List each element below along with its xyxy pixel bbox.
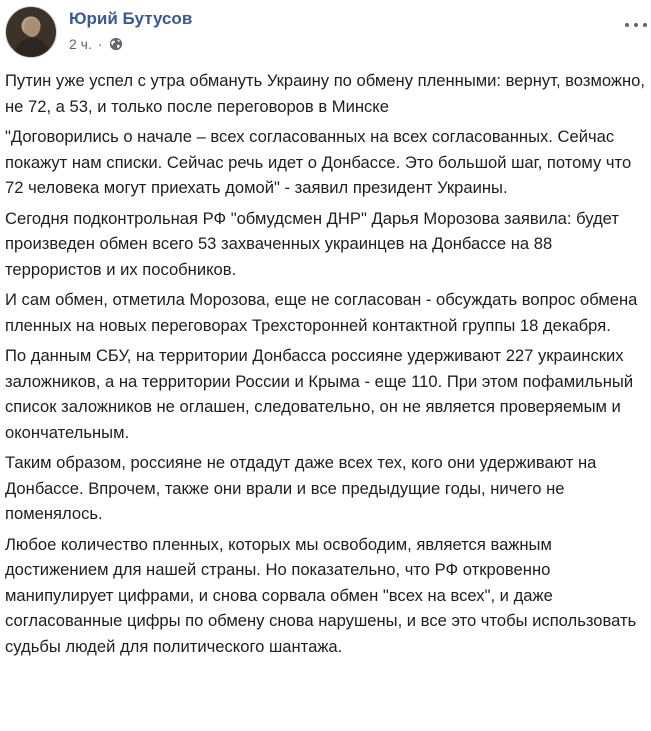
more-dot — [643, 23, 647, 27]
post-meta — [69, 36, 123, 52]
meta-separator: · — [97, 36, 103, 52]
more-dot — [625, 23, 629, 27]
globe-icon[interactable] — [109, 37, 123, 51]
avatar-face — [24, 18, 40, 37]
post-paragraph: Любое количество пленных, которых мы освободим, является важным достижением для нашей страны. Но показательно, что РФ откровенно манипулирует цифрами, и снова сорвала обмен "всех на всех", и даже согласованные цифры по обмену снова нарушены, и все это чтобы использовать судьбы людей для политического шантажа. — [5, 534, 637, 656]
post-paragraph: Таким образом, россияне не отдадут даже всех тех, кого они удерживают на Донбассе. Впрочем, также они врали и все предыдущие годы, ничего не поменялось. — [5, 453, 597, 523]
more-dot — [634, 23, 638, 27]
post-paragraph: И сам обмен, отметила Морозова, еще не согласован - обсуждать вопрос обмена пленных на новых переговорах Трехсторонней контактной группы 18 декабря. — [5, 290, 638, 335]
author-name[interactable]: Юрий Бутусов — [69, 9, 193, 28]
post-header — [5, 6, 651, 64]
more-options-icon[interactable] — [625, 18, 647, 32]
avatar-shoulders — [14, 38, 50, 58]
post-paragraph: Сегодня подконтрольная РФ "обмудсмен ДНР" Дарья Морозова заявила: будет произведен обмен всего 53 захваченных украинцев на Донбассе на 88 террористов и их пособников. — [5, 208, 619, 279]
author-avatar[interactable] — [5, 6, 57, 58]
post-paragraph: Путин уже успел с утра обмануть Украину по обмену пленными: вернут, возможно, не 72, а 53, и только после переговоров в Минске — [5, 71, 646, 116]
post-timestamp[interactable]: 2 ч. — [69, 36, 92, 52]
post-body — [5, 68, 645, 664]
post-paragraph: "Договорились о начале – всех согласованных на всех согласованных. Сейчас покажут нам списки. Сейчас речь идет о Донбассе. Это большой шаг, потому что 72 человека могут приехать домой" - заявил президент Украины. — [5, 127, 632, 197]
post-paragraph: По данным СБУ, на территории Донбасса россияне удерживают 227 украинских заложников, а на территории России и Крыма - еще 110. При этом пофамильный список заложников не оглашен, следовательно, он не является проверяемым и окончательным. — [5, 346, 634, 442]
